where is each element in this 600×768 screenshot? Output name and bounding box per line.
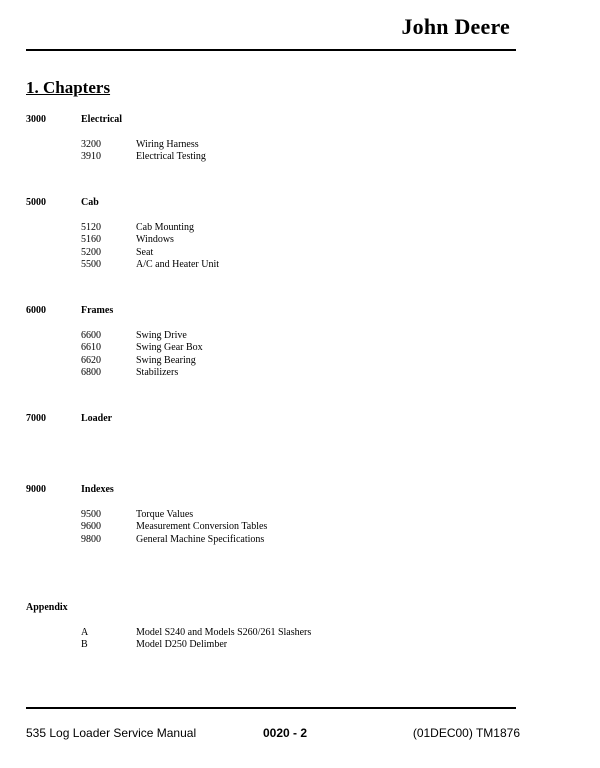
item-code: A: [81, 626, 89, 638]
list-item: [26, 521, 526, 534]
item-code: 9500: [81, 508, 101, 520]
list-item: [26, 534, 526, 547]
item-title: Wiring Harness: [136, 138, 199, 150]
item-code: 6800: [81, 367, 101, 378]
chapter-items: [26, 627, 526, 652]
section-title: 1. Chapters: [26, 78, 111, 97]
list-item: [26, 639, 526, 652]
chapter-3000: [26, 114, 526, 164]
chapter-number: 5000: [26, 197, 46, 208]
item-title: Seat: [136, 246, 154, 258]
chapter-9000: [26, 484, 526, 546]
item-title: Swing Bearing: [136, 354, 196, 366]
item-code: 5120: [81, 221, 101, 233]
item-code: 5160: [81, 234, 101, 245]
footer-revision: (01DEC00) TM1876: [412, 726, 520, 740]
chapter-name: Frames: [81, 305, 114, 316]
list-item: [26, 355, 526, 368]
list-item: [26, 151, 526, 164]
item-code: B: [81, 639, 88, 650]
chapter-appendix: [26, 602, 526, 652]
item-title: General Machine Specifications: [136, 533, 265, 545]
chapter-name: Indexes: [81, 484, 114, 495]
list-item: [26, 139, 526, 152]
chapter-name: Electrical: [81, 114, 123, 125]
chapter-name: Appendix: [26, 602, 68, 613]
chapter-number: 3000: [26, 114, 46, 125]
chapter-number: 9000: [26, 484, 46, 495]
page-footer: [26, 726, 520, 742]
chapter-items: [26, 222, 526, 272]
chapter-6000: [26, 305, 526, 380]
chapter-heading: [26, 197, 526, 210]
item-title: Measurement Conversion Tables: [136, 521, 268, 532]
item-code: 3910: [81, 151, 101, 162]
item-title: Swing Gear Box: [136, 342, 203, 353]
chapter-heading: [26, 114, 526, 127]
item-title: Swing Drive: [136, 329, 187, 341]
brand-title: John Deere: [401, 14, 510, 39]
list-item: [26, 330, 526, 343]
chapter-name: Loader: [81, 413, 113, 424]
item-title: A/C and Heater Unit: [136, 259, 220, 270]
item-code: 9600: [81, 521, 101, 532]
list-item: [26, 342, 526, 355]
list-item: [26, 222, 526, 235]
chapter-heading: [26, 484, 526, 497]
chapter-heading: [26, 413, 526, 426]
chapter-items: [26, 139, 526, 164]
item-title: Model S240 and Models S260/261 Slashers: [136, 626, 312, 638]
item-title: Torque Values: [136, 508, 194, 520]
chapter-name: Cab: [81, 197, 99, 208]
item-code: 5500: [81, 259, 101, 270]
chapter-items: [26, 330, 526, 380]
chapter-number: 7000: [26, 413, 46, 424]
item-title: Model D250 Delimber: [136, 639, 228, 650]
chapter-heading: [26, 305, 526, 318]
item-code: 6600: [81, 329, 101, 341]
footer-page-number: 0020 - 2: [263, 726, 308, 740]
list-item: [26, 234, 526, 247]
list-item: [26, 509, 526, 522]
item-code: 6620: [81, 354, 101, 366]
chapter-heading: [26, 602, 526, 615]
list-item: [26, 259, 526, 272]
item-code: 6610: [81, 342, 101, 353]
item-title: Cab Mounting: [136, 221, 195, 233]
header-rule: [26, 49, 516, 51]
chapter-7000: [26, 413, 526, 426]
list-item: [26, 247, 526, 260]
item-code: 3200: [81, 138, 101, 150]
item-title: Stabilizers: [136, 367, 179, 378]
item-title: Windows: [136, 234, 174, 245]
footer-rule: [26, 707, 516, 709]
item-code: 5200: [81, 246, 101, 258]
list-item: [26, 367, 526, 380]
footer-manual-title: 535 Log Loader Service Manual: [26, 726, 197, 740]
chapter-5000: [26, 197, 526, 272]
item-code: 9800: [81, 533, 101, 545]
chapter-items: [26, 509, 526, 547]
item-title: Electrical Testing: [136, 151, 206, 162]
chapter-number: 6000: [26, 305, 46, 316]
list-item: [26, 627, 526, 640]
